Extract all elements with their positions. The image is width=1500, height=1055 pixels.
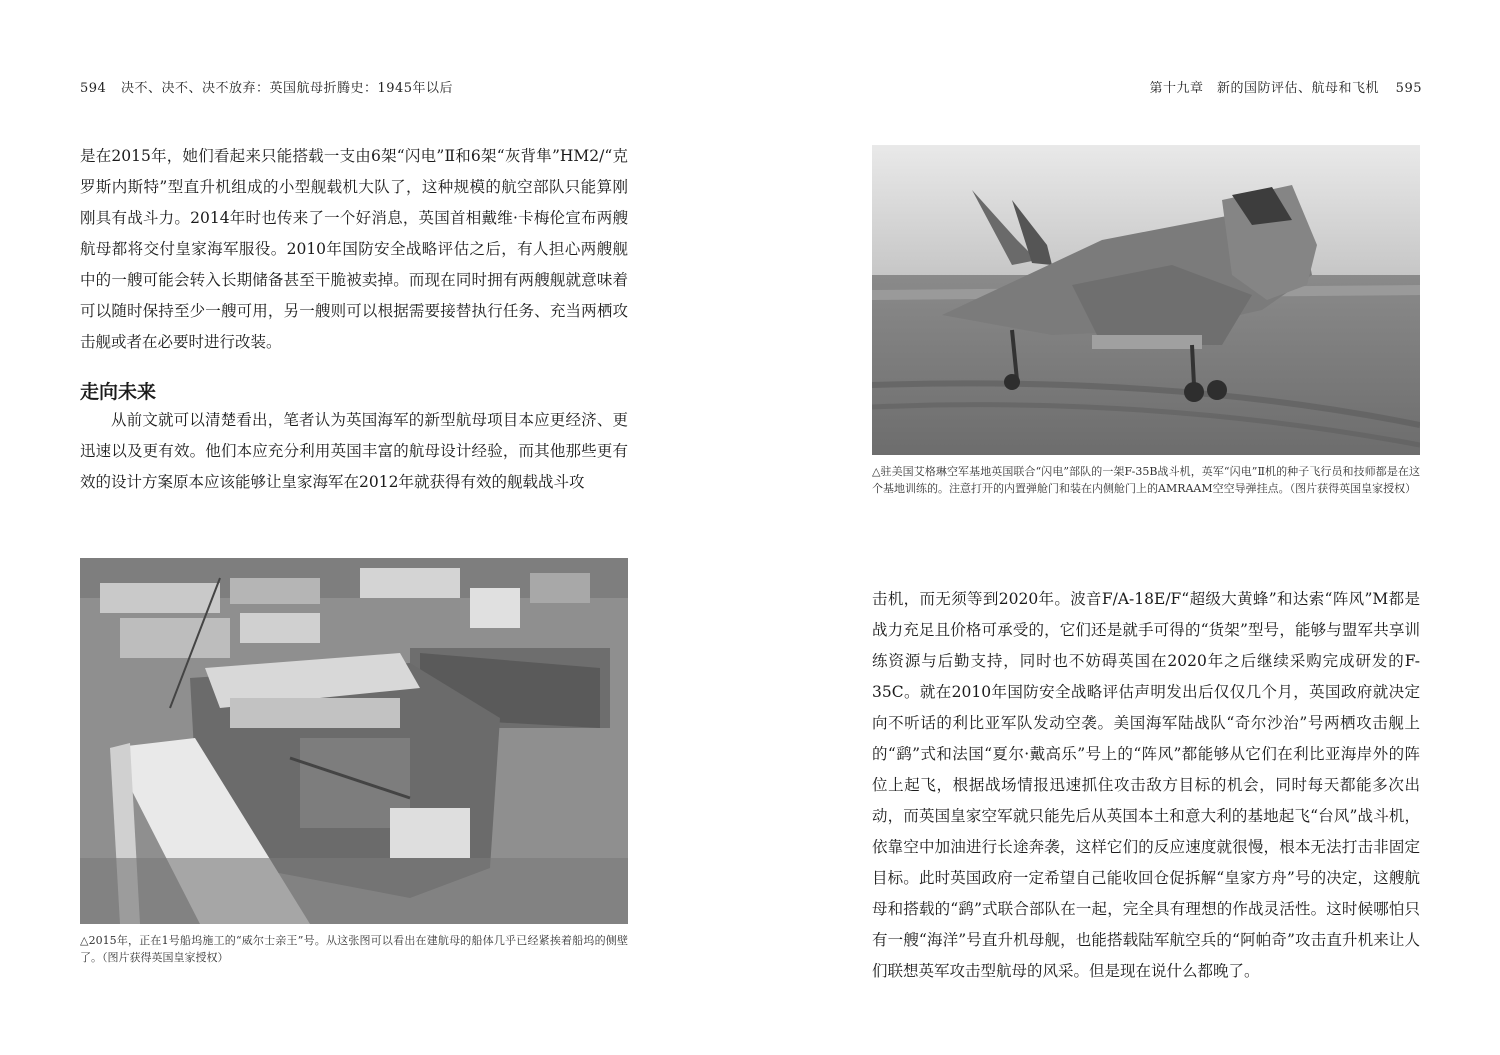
right-photo-caption: △驻美国艾格琳空军基地英国联合“闪电”部队的一架F-35B战斗机，英军“闪电”Ⅱ机的种子飞行员和技师都是在这个基地训练的。注意打开的内置弹舱门和装在内侧舱门上的AMRAAM空空导弹挂点。（图片获得英国皇家授权） [872, 465, 1420, 495]
shipyard-dock-photo [80, 558, 628, 924]
section-heading: 走向未来 [80, 381, 157, 403]
f35b-jet-photo [872, 145, 1420, 455]
left-photo-caption: △2015年，正在1号船坞施工的“威尔士亲王”号。从这张图可以看出在建航母的船体几乎已经紧挨着船坞的侧壁了。（图片获得英国皇家授权） [80, 934, 628, 964]
left-running-title: 决不、决不、决不放弃：英国航母折腾史：1945年以后 [120, 81, 454, 96]
right-running-header [1150, 77, 1422, 96]
left-running-header [80, 77, 453, 96]
right-page-number: 595 [1395, 81, 1422, 96]
shipyard-dock-illustration [80, 558, 628, 924]
left-paragraph-2: 从前文就可以清楚看出，笔者认为英国海军的新型航母项目本应更经济、更迅速以及更有效。他们本应充分利用英国丰富的航母设计经验，而其他那些更有效的设计方案原本应该能够让皇家海军在2012年就获得有效的舰载战斗攻 [80, 411, 628, 491]
right-paragraph-1: 击机，而无须等到2020年。波音F/A-18E/F“超级大黄蜂”和达索“阵风”M都是战力充足且价格可承受的，它们还是就手可得的“货架”型号，能够与盟军共享训练资源与后勤支持，同时也不妨碍英国在2020年之后继续采购完成研发的F-35C。就在2010年国防安全战略评估声明发出后仅仅几个月，英国政府就决定向不听话的利比亚军队发动空袭。美国海军陆战队“奇尔沙治”号两栖攻击舰上的“鹞”式和法国“夏尔·戴高乐”号上的“阵风”都能够从它们在利比亚海岸外的阵位上起飞，根据战场情报迅速抓住攻击敌方目标的机会，同时每天都能多次出动，而英国皇家空军就只能先后从英国本土和意大利的基地起飞“台风”战斗机，依靠空中加油进行长途奔袭，这样它们的反应速度就很慢，根本无法打击非固定目标。此时英国政府一定希望自己能收回仓促拆解“皇家方舟”号的决定，这艘航母和搭载的“鹞”式联合部队在一起，完全具有理想的作战灵活性。这时候哪怕只有一艘“海洋”号直升机母舰，也能搭载陆军航空兵的“阿帕奇”攻击直升机来让人们联想英军攻击型航母的风采。但是现在说什么都晚了。 [872, 590, 1420, 980]
left-paragraph-1: 是在2015年，她们看起来只能搭载一支由6架“闪电”Ⅱ和6架“灰背隼”HM2/“克罗斯内斯特”型直升机组成的小型舰载机大队了，这种规模的航空部队只能算刚刚具有战斗力。2014年时也传来了一个好消息，英国首相戴维·卡梅伦宣布两艘航母都将交付皇家海军服役。2010年国防安全战略评估之后，有人担心两艘舰中的一艘可能会转入长期储备甚至干脆被卖掉。而现在同时拥有两艘舰就意味着可以随时保持至少一艘可用，另一艘则可以根据需要接替执行任务、充当两栖攻击舰或者在必要时进行改装。 [80, 147, 628, 351]
right-chapter-title: 第十九章 新的国防评估、航母和飞机 [1149, 81, 1380, 96]
f35b-jet-illustration [872, 145, 1420, 455]
left-page-number: 594 [80, 81, 107, 96]
